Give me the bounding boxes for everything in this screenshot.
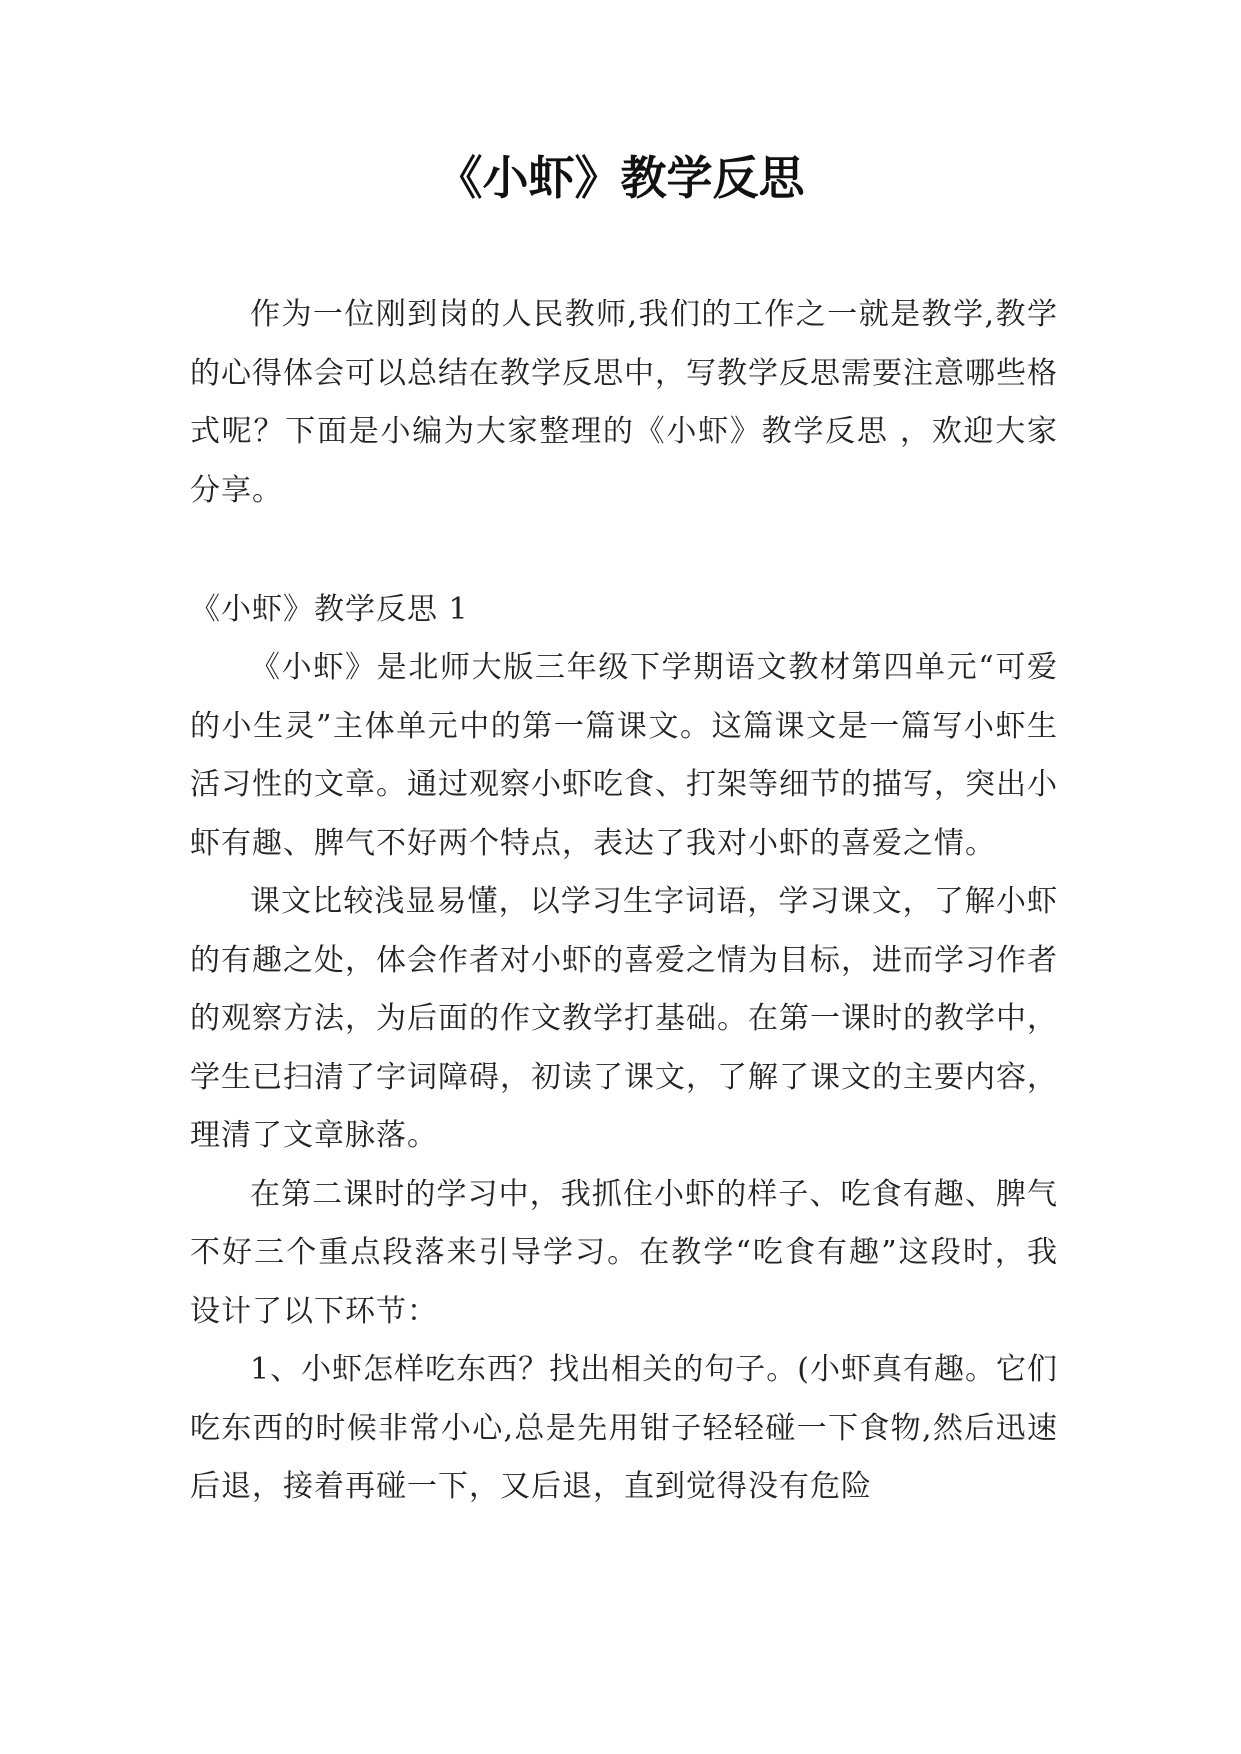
document-title: 《小虾》教学反思	[436, 151, 805, 205]
intro-paragraph: 作为一位刚到岗的人民教师,我们的工作之一就是教学,教学的心得体会可以总结在教学反思中，写教学反思需要注意哪些格式呢？下面是小编为大家整理的《小虾》教学反思 ，欢迎大家分享。	[190, 297, 1058, 508]
section-paragraph-4: 1、小虾怎样吃东西？找出相关的句子。(小虾真有趣。它们吃东西的时候非常小心,总是先用钳子轻轻碰一下食物,然后迅速后退，接着再碰一下，又后退，直到觉得没有危险	[190, 1352, 1058, 1504]
section-paragraph-1: 《小虾》是北师大版三年级下学期语文教材第四单元“可爱的小生灵”主体单元中的第一篇课文。这篇课文是一篇写小虾生活习性的文章。通过观察小虾吃食、打架等细节的描写，突出小虾有趣、脾气不好两个特点，表达了我对小虾的喜爱之情。	[190, 650, 1058, 861]
section-heading: 《小虾》教学反思 1	[190, 592, 469, 627]
section-paragraph-2: 课文比较浅显易懂，以学习生字词语，学习课文，了解小虾的有趣之处，体会作者对小虾的喜爱之情为目标，进而学习作者的观察方法，为后面的作文教学打基础。在第一课时的教学中，学生已扫清了字词障碍，初读了课文，了解了课文的主要内容，理清了文章脉落。	[190, 884, 1058, 1153]
section-paragraph-3: 在第二课时的学习中，我抓住小虾的样子、吃食有趣、脾气不好三个重点段落来引导学习。在教学“吃食有趣”这段时，我设计了以下环节：	[190, 1176, 1058, 1329]
section-1	[190, 581, 1058, 1517]
intro-block	[190, 286, 1058, 520]
